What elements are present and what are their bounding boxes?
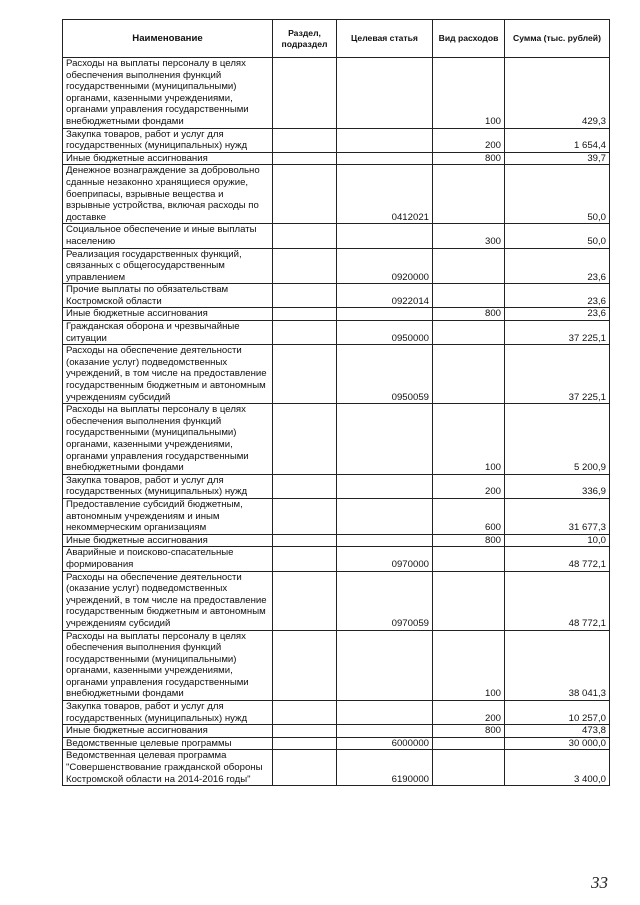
- table-row: [63, 152, 610, 165]
- cell-target: 0412021: [337, 165, 433, 224]
- cell-target: [337, 128, 433, 152]
- table-row: [63, 630, 610, 701]
- header-target: Целевая статья: [337, 20, 433, 58]
- cell-section: [273, 701, 337, 725]
- cell-target: [337, 152, 433, 165]
- cell-target: 0922014: [337, 284, 433, 308]
- cell-name: Прочие выплаты по обязательствам Костромской области: [63, 284, 273, 308]
- cell-amount: 10 257,0: [505, 701, 610, 725]
- cell-target: 0970059: [337, 571, 433, 630]
- cell-type: [433, 737, 505, 750]
- cell-section: [273, 345, 337, 404]
- cell-amount: 336,9: [505, 474, 610, 498]
- cell-amount: 429,3: [505, 58, 610, 129]
- cell-type: 100: [433, 630, 505, 701]
- cell-amount: 31 677,3: [505, 498, 610, 534]
- cell-amount: 5 200,9: [505, 404, 610, 475]
- cell-section: [273, 284, 337, 308]
- cell-section: [273, 308, 337, 321]
- cell-section: [273, 404, 337, 475]
- cell-name: Гражданская оборона и чрезвычайные ситуации: [63, 321, 273, 345]
- table-row: [63, 58, 610, 129]
- table-row: [63, 701, 610, 725]
- table-row: [63, 750, 610, 786]
- cell-target: [337, 308, 433, 321]
- cell-amount: 37 225,1: [505, 345, 610, 404]
- cell-name: Ведомственная целевая программа "Совершенствование гражданской обороны Костромской области на 2014-2016 годы": [63, 750, 273, 786]
- cell-target: [337, 474, 433, 498]
- page-number: 33: [591, 873, 608, 892]
- table-row: [63, 224, 610, 248]
- cell-type: 800: [433, 152, 505, 165]
- table-row: [63, 547, 610, 571]
- table-row: [63, 534, 610, 547]
- cell-target: [337, 224, 433, 248]
- cell-name: Аварийные и поисково-спасательные формирования: [63, 547, 273, 571]
- cell-target: 0920000: [337, 248, 433, 284]
- cell-amount: 23,6: [505, 284, 610, 308]
- cell-amount: 37 225,1: [505, 321, 610, 345]
- cell-target: [337, 404, 433, 475]
- cell-section: [273, 571, 337, 630]
- cell-name: Денежное вознаграждение за добровольно сданные незаконно хранящиеся оружие, боеприпасы, взрывные вещества и взрывные устройства, включая расходы по доставке: [63, 165, 273, 224]
- cell-section: [273, 224, 337, 248]
- cell-section: [273, 152, 337, 165]
- table-row: [63, 737, 610, 750]
- cell-amount: 50,0: [505, 224, 610, 248]
- table-row: [63, 321, 610, 345]
- cell-type: [433, 321, 505, 345]
- cell-name: Иные бюджетные ассигнования: [63, 308, 273, 321]
- table-row: [63, 498, 610, 534]
- cell-name: Расходы на выплаты персоналу в целях обеспечения выполнения функций государственными (муниципальными) органами, казенными учреждениями, органами управления государственными внебюджетными фондами: [63, 630, 273, 701]
- header-amount: Сумма (тыс. рублей): [505, 20, 610, 58]
- cell-amount: 38 041,3: [505, 630, 610, 701]
- table-row: [63, 345, 610, 404]
- header-type: Вид расходов: [433, 20, 505, 58]
- cell-name: Предоставление субсидий бюджетным, автономным учреждениям и иным некоммерческим организациям: [63, 498, 273, 534]
- cell-target: 0950000: [337, 321, 433, 345]
- cell-type: 200: [433, 128, 505, 152]
- cell-name: Иные бюджетные ассигнования: [63, 152, 273, 165]
- cell-name: Закупка товаров, работ и услуг для государственных (муниципальных) нужд: [63, 128, 273, 152]
- cell-section: [273, 248, 337, 284]
- cell-amount: 1 654,4: [505, 128, 610, 152]
- cell-name: Социальное обеспечение и иные выплаты населению: [63, 224, 273, 248]
- cell-target: [337, 534, 433, 547]
- cell-type: 800: [433, 534, 505, 547]
- cell-target: [337, 725, 433, 738]
- cell-amount: 23,6: [505, 248, 610, 284]
- cell-name: Расходы на обеспечение деятельности (оказание услуг) подведомственных учреждений, в том числе на предоставление государственным бюджетным и автономным учреждениям субсидий: [63, 571, 273, 630]
- table-row: [63, 248, 610, 284]
- cell-name: Иные бюджетные ассигнования: [63, 534, 273, 547]
- cell-type: 800: [433, 308, 505, 321]
- cell-target: [337, 701, 433, 725]
- table-row: [63, 474, 610, 498]
- cell-section: [273, 630, 337, 701]
- cell-section: [273, 534, 337, 547]
- cell-amount: 10,0: [505, 534, 610, 547]
- cell-amount: 30 000,0: [505, 737, 610, 750]
- cell-name: Расходы на выплаты персоналу в целях обеспечения выполнения функций государственными (муниципальными) органами, казенными учреждениями, органами управления государственными внебюджетными фондами: [63, 404, 273, 475]
- cell-target: [337, 58, 433, 129]
- cell-type: 300: [433, 224, 505, 248]
- cell-section: [273, 547, 337, 571]
- cell-target: 0970000: [337, 547, 433, 571]
- table-header-row: [63, 20, 610, 58]
- cell-section: [273, 474, 337, 498]
- cell-type: 100: [433, 58, 505, 129]
- cell-name: Закупка товаров, работ и услуг для государственных (муниципальных) нужд: [63, 474, 273, 498]
- cell-section: [273, 737, 337, 750]
- cell-type: 100: [433, 404, 505, 475]
- cell-section: [273, 725, 337, 738]
- cell-target: [337, 630, 433, 701]
- cell-name: Расходы на обеспечение деятельности (оказание услуг) подведомственных учреждений, в том числе на предоставление государственным бюджетным и автономным учреждениям субсидий: [63, 345, 273, 404]
- cell-amount: 48 772,1: [505, 547, 610, 571]
- table-row: [63, 308, 610, 321]
- cell-target: [337, 498, 433, 534]
- cell-name: Закупка товаров, работ и услуг для государственных (муниципальных) нужд: [63, 701, 273, 725]
- cell-type: 800: [433, 725, 505, 738]
- cell-name: Иные бюджетные ассигнования: [63, 725, 273, 738]
- table-row: [63, 725, 610, 738]
- cell-type: [433, 284, 505, 308]
- table-body: [63, 58, 610, 786]
- cell-name: Ведомственные целевые программы: [63, 737, 273, 750]
- header-section: Раздел, подраздел: [273, 20, 337, 58]
- cell-section: [273, 498, 337, 534]
- cell-type: [433, 345, 505, 404]
- cell-target: 6000000: [337, 737, 433, 750]
- cell-target: 0950059: [337, 345, 433, 404]
- table-row: [63, 571, 610, 630]
- cell-name: Расходы на выплаты персоналу в целях обеспечения выполнения функций государственными (муниципальными) органами, казенными учреждениями, органами управления государственными внебюджетными фондами: [63, 58, 273, 129]
- cell-type: [433, 165, 505, 224]
- cell-type: [433, 571, 505, 630]
- cell-type: [433, 547, 505, 571]
- cell-section: [273, 165, 337, 224]
- header-name: Наименование: [63, 20, 273, 58]
- cell-section: [273, 321, 337, 345]
- cell-amount: 3 400,0: [505, 750, 610, 786]
- cell-type: 200: [433, 474, 505, 498]
- cell-type: [433, 248, 505, 284]
- cell-amount: 48 772,1: [505, 571, 610, 630]
- cell-amount: 50,0: [505, 165, 610, 224]
- cell-type: 600: [433, 498, 505, 534]
- cell-section: [273, 750, 337, 786]
- cell-type: 200: [433, 701, 505, 725]
- budget-table: [62, 19, 610, 786]
- cell-type: [433, 750, 505, 786]
- cell-amount: 23,6: [505, 308, 610, 321]
- cell-section: [273, 58, 337, 129]
- cell-section: [273, 128, 337, 152]
- table-row: [63, 284, 610, 308]
- cell-target: 6190000: [337, 750, 433, 786]
- table-row: [63, 404, 610, 475]
- cell-name: Реализация государственных функций, связанных с общегосударственным управлением: [63, 248, 273, 284]
- cell-amount: 39,7: [505, 152, 610, 165]
- cell-amount: 473,8: [505, 725, 610, 738]
- table-row: [63, 165, 610, 224]
- table-row: [63, 128, 610, 152]
